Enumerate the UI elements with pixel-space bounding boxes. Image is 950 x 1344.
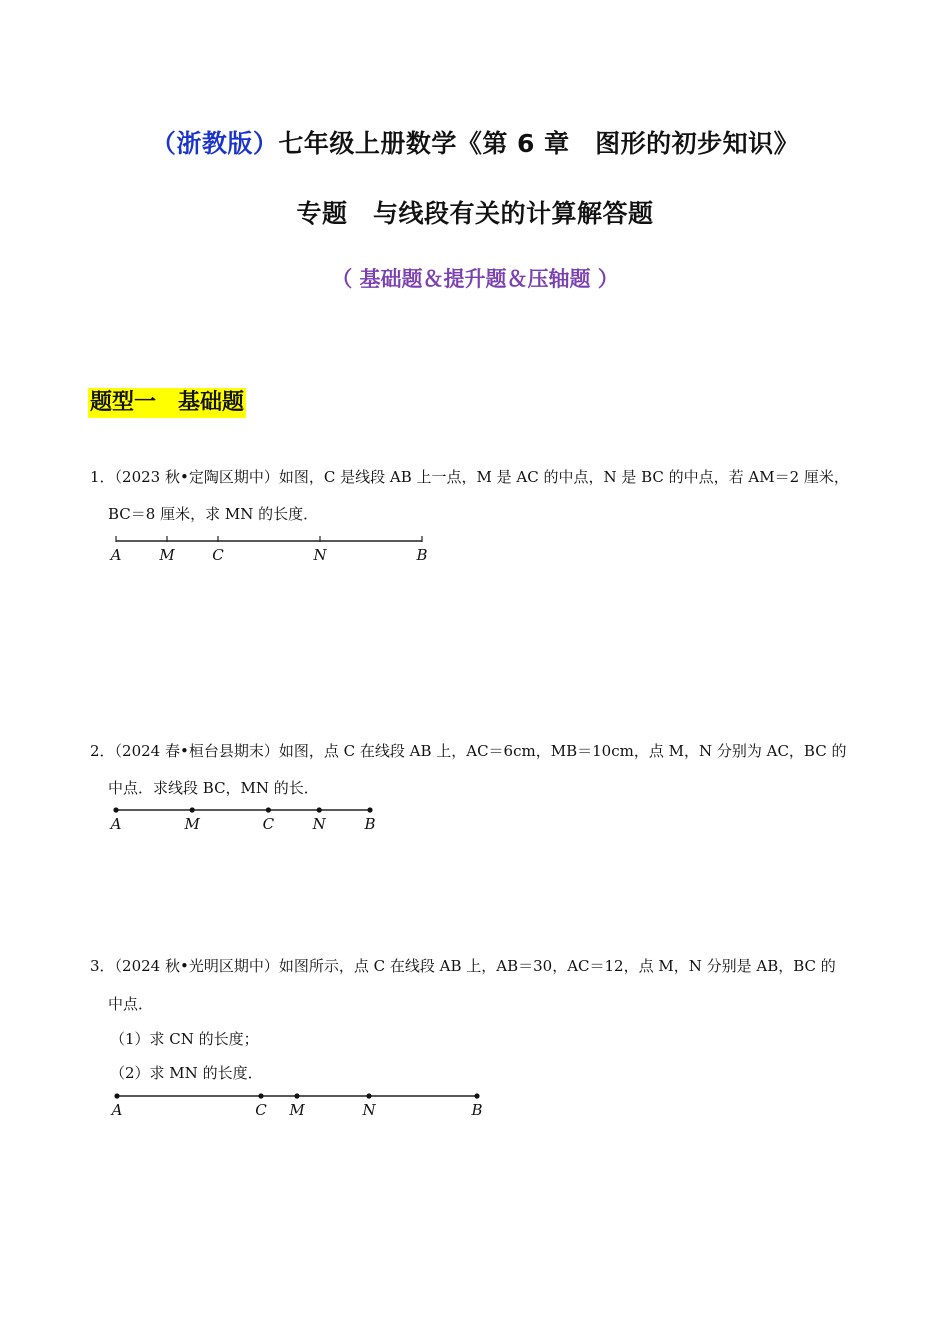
problem-stem: 如图，C 是线段 AB 上一点，M 是 AC 的中点，N 是 BC 的中点，若 AM＝2 厘米， [278, 468, 849, 486]
problem-2-line1 [90, 740, 846, 761]
point-label-B: B [416, 546, 428, 564]
problem-3-figure [108, 1088, 498, 1128]
problem-1-figure [110, 530, 440, 570]
point-label-N: N [312, 815, 326, 833]
problem-2-line2: 中点．求线段 BC，MN 的长． [108, 779, 319, 797]
problem-number: 3． [90, 957, 115, 975]
problem-1-line1 [90, 466, 849, 487]
problem-number: 1． [90, 468, 115, 486]
problem-3-line1 [90, 955, 836, 976]
point-dot-N [317, 807, 322, 812]
section-heading: 题型一 基础题 [88, 388, 246, 418]
problem-3-sub2: （2）求 MN 的长度． [110, 1064, 263, 1082]
point-label-B: B [471, 1101, 483, 1119]
point-dot-B [474, 1093, 479, 1098]
level-tags: （ 基础题＆提升题＆压轴题 ） [331, 267, 619, 291]
problem-source: （2024 秋•光明区期中） [114, 957, 279, 975]
point-label-M: M [289, 1101, 305, 1119]
document-subtitle: 专题 与线段有关的计算解答题 [296, 199, 654, 228]
point-label-N: N [313, 546, 327, 564]
problem-source: （2023 秋•定陶区期中） [114, 468, 279, 486]
point-label-A: A [110, 815, 122, 833]
point-dot-M [190, 807, 195, 812]
publisher-label: （浙教版） [150, 129, 279, 158]
point-label-B: B [364, 815, 376, 833]
problem-3-line2: 中点． [108, 995, 154, 1013]
point-dot-B [367, 807, 372, 812]
title-main: 七年级上册数学《第 6 章 图形的初步知识》 [278, 129, 800, 158]
point-label-M: M [159, 546, 175, 564]
problem-number: 2． [90, 742, 115, 760]
point-label-A: A [110, 546, 122, 564]
problem-stem: 如图所示，点 C 在线段 AB 上，AB＝30，AC＝12，点 M，N 分别是 AB，BC 的 [278, 957, 836, 975]
point-dot-A [114, 1093, 119, 1098]
problem-1-line2: BC＝8 厘米，求 MN 的长度． [108, 505, 319, 523]
point-dot-M [294, 1093, 299, 1098]
point-dot-C [266, 807, 271, 812]
point-label-M: M [184, 815, 200, 833]
point-label-C: C [255, 1101, 267, 1119]
point-dot-N [366, 1093, 371, 1098]
point-label-C: C [212, 546, 224, 564]
point-label-A: A [111, 1101, 123, 1119]
problem-stem: 如图，点 C 在线段 AB 上，AC＝6cm，MB＝10cm，点 M，N 分别为 AC，BC 的 [278, 742, 847, 760]
problem-3-sub1: （1）求 CN 的长度； [110, 1030, 259, 1048]
point-dot-A [113, 807, 118, 812]
problem-2-figure [108, 800, 388, 840]
point-label-C: C [262, 815, 275, 833]
point-label-N: N [362, 1101, 376, 1119]
document-title [0, 124, 950, 160]
problem-source: （2024 春•桓台县期末） [114, 742, 279, 760]
point-dot-C [258, 1093, 263, 1098]
